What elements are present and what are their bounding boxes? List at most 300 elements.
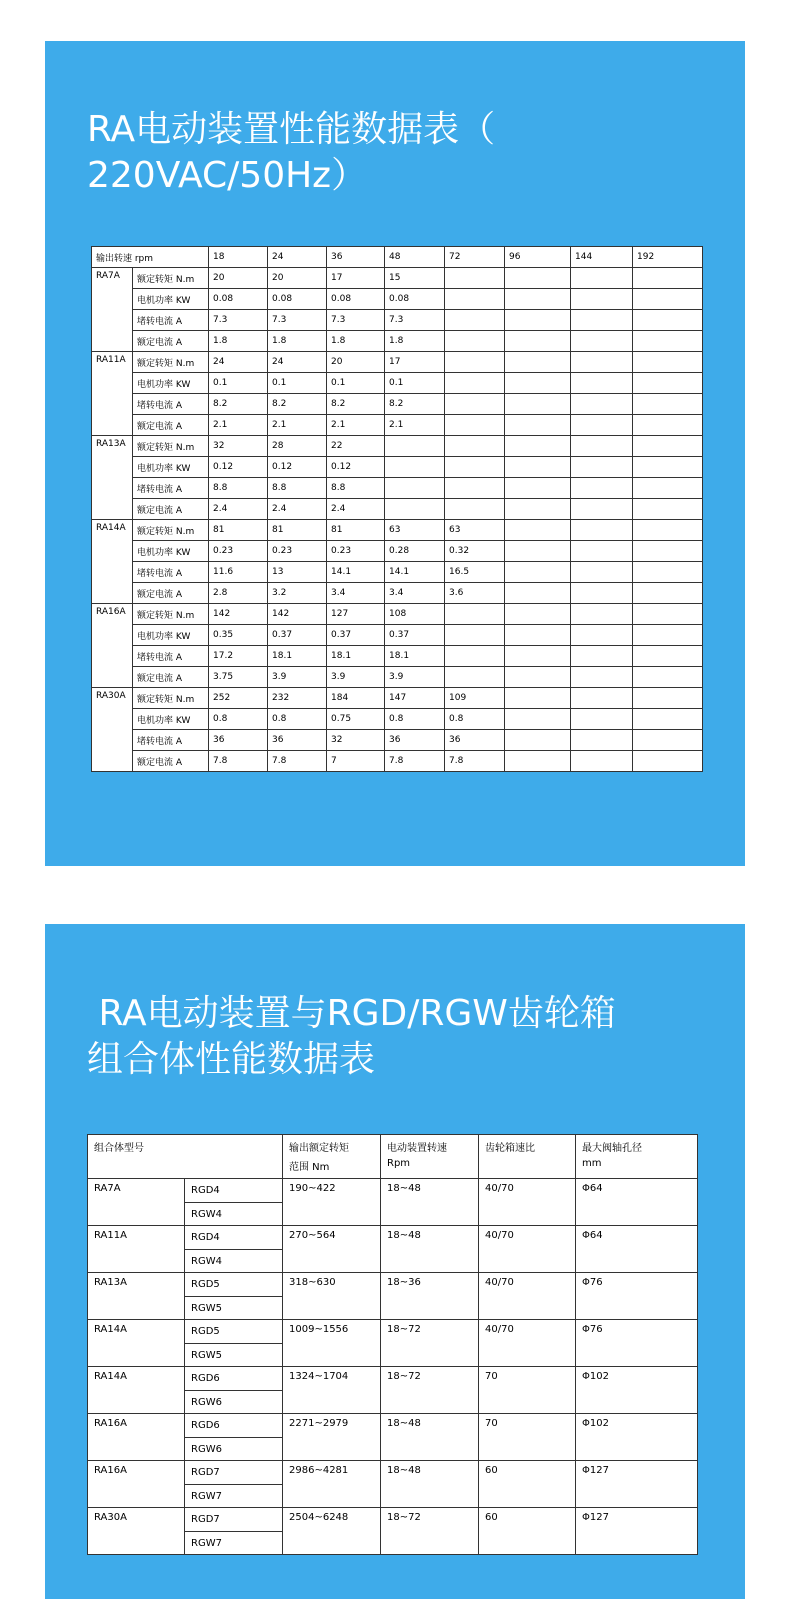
value-cell xyxy=(633,394,703,415)
table-row xyxy=(88,1414,698,1438)
value-cell: 0.75 xyxy=(327,709,385,730)
parameter-label: 电机功率 KW xyxy=(133,457,209,478)
value-cell: 109 xyxy=(445,688,505,709)
ratio-cell: 70 xyxy=(479,1367,576,1414)
value-cell: 0.23 xyxy=(209,541,268,562)
value-cell xyxy=(505,709,571,730)
value-cell: 2.1 xyxy=(268,415,327,436)
table-row xyxy=(92,310,703,331)
torque-cell: 318~630 xyxy=(283,1273,381,1320)
value-cell: 63 xyxy=(445,520,505,541)
ratio-cell: 40/70 xyxy=(479,1179,576,1226)
value-cell xyxy=(445,289,505,310)
value-cell: 32 xyxy=(209,436,268,457)
table-row xyxy=(88,1508,698,1532)
value-cell xyxy=(633,730,703,751)
value-cell xyxy=(571,751,633,772)
parameter-label: 额定电流 A xyxy=(133,415,209,436)
value-cell: 252 xyxy=(209,688,268,709)
value-cell xyxy=(571,562,633,583)
gearbox-cell: RGD5 xyxy=(185,1320,283,1344)
model-cell: RA14A xyxy=(88,1367,185,1414)
value-cell xyxy=(445,499,505,520)
value-cell xyxy=(633,751,703,772)
torque-cell: 1009~1556 xyxy=(283,1320,381,1367)
header-model: 组合体型号 xyxy=(88,1135,283,1179)
value-cell xyxy=(505,289,571,310)
value-cell xyxy=(571,688,633,709)
value-cell: 0.37 xyxy=(385,625,445,646)
value-cell xyxy=(633,352,703,373)
value-cell: 36 xyxy=(445,730,505,751)
table-row xyxy=(92,478,703,499)
ratio-cell: 70 xyxy=(479,1414,576,1461)
value-cell xyxy=(633,289,703,310)
model-cell: RA30A xyxy=(92,688,133,772)
gearbox-cell: RGD6 xyxy=(185,1414,283,1438)
model-cell: RA13A xyxy=(92,436,133,520)
value-cell: 8.2 xyxy=(385,394,445,415)
speed-cell: 18~72 xyxy=(381,1367,479,1414)
value-cell xyxy=(571,415,633,436)
value-cell xyxy=(633,688,703,709)
table-row xyxy=(92,709,703,730)
value-cell xyxy=(445,268,505,289)
value-cell xyxy=(571,478,633,499)
value-cell xyxy=(445,457,505,478)
torque-cell: 190~422 xyxy=(283,1179,381,1226)
model-cell: RA16A xyxy=(92,604,133,688)
value-cell xyxy=(445,310,505,331)
value-cell xyxy=(633,310,703,331)
value-cell xyxy=(571,625,633,646)
table-row xyxy=(92,583,703,604)
value-cell: 2.1 xyxy=(385,415,445,436)
parameter-label: 堵转电流 A xyxy=(133,394,209,415)
parameter-label: 额定转矩 N.m xyxy=(133,352,209,373)
table-row xyxy=(92,730,703,751)
table-row xyxy=(88,1320,698,1344)
value-cell: 0.8 xyxy=(385,709,445,730)
model-cell: RA11A xyxy=(92,352,133,436)
value-cell: 3.75 xyxy=(209,667,268,688)
torque-cell: 1324~1704 xyxy=(283,1367,381,1414)
value-cell xyxy=(445,352,505,373)
parameter-label: 额定电流 A xyxy=(133,499,209,520)
value-cell: 127 xyxy=(327,604,385,625)
parameter-label: 堵转电流 A xyxy=(133,562,209,583)
value-cell: 11.6 xyxy=(209,562,268,583)
speed-cell: 18~48 xyxy=(381,1461,479,1508)
gearbox-cell: RGW5 xyxy=(185,1344,283,1367)
value-cell: 36 xyxy=(209,730,268,751)
value-cell: 0.08 xyxy=(268,289,327,310)
value-cell xyxy=(505,352,571,373)
value-cell: 28 xyxy=(268,436,327,457)
value-cell xyxy=(505,583,571,604)
gearbox-cell: RGD4 xyxy=(185,1226,283,1250)
table-row xyxy=(92,667,703,688)
section2-title-line1: RA电动装置与RGD/RGW齿轮箱 xyxy=(87,993,616,1034)
value-cell: 0.23 xyxy=(268,541,327,562)
value-cell: 2.1 xyxy=(327,415,385,436)
value-cell: 184 xyxy=(327,688,385,709)
value-cell: 0.35 xyxy=(209,625,268,646)
value-cell xyxy=(505,373,571,394)
speed-cell: 18~72 xyxy=(381,1320,479,1367)
value-cell: 13 xyxy=(268,562,327,583)
value-cell: 2.8 xyxy=(209,583,268,604)
table-row xyxy=(92,625,703,646)
value-cell xyxy=(505,625,571,646)
header-torque xyxy=(283,1135,381,1179)
value-cell: 232 xyxy=(268,688,327,709)
section1-title-line2: 220VAC/50Hz） xyxy=(87,155,368,196)
header-cell: 72 xyxy=(445,247,505,268)
value-cell xyxy=(445,667,505,688)
value-cell xyxy=(571,667,633,688)
value-cell xyxy=(505,751,571,772)
value-cell: 8.8 xyxy=(327,478,385,499)
bore-cell: Φ64 xyxy=(576,1179,698,1226)
value-cell: 0.8 xyxy=(209,709,268,730)
value-cell xyxy=(633,436,703,457)
value-cell: 0.08 xyxy=(209,289,268,310)
value-cell: 36 xyxy=(268,730,327,751)
table-row xyxy=(92,268,703,289)
header-cell: 192 xyxy=(633,247,703,268)
model-cell: RA14A xyxy=(92,520,133,604)
value-cell: 20 xyxy=(209,268,268,289)
table-row xyxy=(92,499,703,520)
bore-cell: Φ102 xyxy=(576,1367,698,1414)
value-cell xyxy=(571,457,633,478)
header-speed-line2: Rpm xyxy=(387,1158,411,1169)
parameter-label: 堵转电流 A xyxy=(133,478,209,499)
ratio-cell: 60 xyxy=(479,1508,576,1555)
table-row xyxy=(92,541,703,562)
header-cell: 96 xyxy=(505,247,571,268)
value-cell: 20 xyxy=(268,268,327,289)
value-cell: 2.4 xyxy=(327,499,385,520)
value-cell xyxy=(505,667,571,688)
value-cell xyxy=(445,604,505,625)
header-bore-line1: 最大阀轴孔径 xyxy=(582,1143,642,1154)
value-cell xyxy=(633,478,703,499)
gearbox-cell: RGW7 xyxy=(185,1485,283,1508)
table-row xyxy=(92,604,703,625)
gearbox-cell: RGW6 xyxy=(185,1438,283,1461)
value-cell xyxy=(633,373,703,394)
model-cell: RA7A xyxy=(88,1179,185,1226)
value-cell xyxy=(633,562,703,583)
value-cell: 1.8 xyxy=(385,331,445,352)
bore-cell: Φ127 xyxy=(576,1508,698,1555)
value-cell: 0.1 xyxy=(327,373,385,394)
value-cell: 7.8 xyxy=(268,751,327,772)
table-row xyxy=(92,331,703,352)
combination-panel xyxy=(45,924,745,1599)
table-header-row xyxy=(88,1135,698,1179)
speed-cell: 18~48 xyxy=(381,1226,479,1273)
value-cell: 1.8 xyxy=(327,331,385,352)
value-cell: 0.08 xyxy=(385,289,445,310)
gearbox-cell: RGW7 xyxy=(185,1532,283,1555)
value-cell: 14.1 xyxy=(385,562,445,583)
value-cell: 8.2 xyxy=(327,394,385,415)
parameter-label: 额定电流 A xyxy=(133,331,209,352)
model-cell: RA16A xyxy=(88,1461,185,1508)
torque-cell: 2271~2979 xyxy=(283,1414,381,1461)
model-cell: RA30A xyxy=(88,1508,185,1555)
header-bore xyxy=(576,1135,698,1179)
value-cell: 0.1 xyxy=(268,373,327,394)
value-cell: 17 xyxy=(327,268,385,289)
model-cell: RA13A xyxy=(88,1273,185,1320)
value-cell xyxy=(571,604,633,625)
value-cell xyxy=(385,499,445,520)
value-cell xyxy=(505,268,571,289)
value-cell xyxy=(571,520,633,541)
value-cell: 17.2 xyxy=(209,646,268,667)
value-cell xyxy=(571,541,633,562)
value-cell xyxy=(385,478,445,499)
value-cell: 0.8 xyxy=(445,709,505,730)
parameter-label: 电机功率 KW xyxy=(133,373,209,394)
value-cell: 7.8 xyxy=(445,751,505,772)
value-cell xyxy=(633,604,703,625)
parameter-label: 堵转电流 A xyxy=(133,646,209,667)
value-cell: 0.37 xyxy=(268,625,327,646)
value-cell: 0.32 xyxy=(445,541,505,562)
value-cell: 15 xyxy=(385,268,445,289)
value-cell: 7 xyxy=(327,751,385,772)
value-cell xyxy=(445,415,505,436)
header-cell: 24 xyxy=(268,247,327,268)
torque-cell: 270~564 xyxy=(283,1226,381,1273)
value-cell xyxy=(571,331,633,352)
value-cell xyxy=(571,499,633,520)
value-cell: 8.2 xyxy=(209,394,268,415)
value-cell: 3.4 xyxy=(327,583,385,604)
value-cell xyxy=(633,268,703,289)
parameter-label: 额定转矩 N.m xyxy=(133,604,209,625)
model-cell: RA7A xyxy=(92,268,133,352)
value-cell xyxy=(445,478,505,499)
value-cell: 32 xyxy=(327,730,385,751)
value-cell xyxy=(633,520,703,541)
value-cell: 7.3 xyxy=(385,310,445,331)
value-cell xyxy=(571,352,633,373)
value-cell: 8.2 xyxy=(268,394,327,415)
value-cell: 0.1 xyxy=(385,373,445,394)
gearbox-cell: RGW5 xyxy=(185,1297,283,1320)
value-cell: 81 xyxy=(209,520,268,541)
performance-table xyxy=(91,246,703,772)
gearbox-cell: RGD5 xyxy=(185,1273,283,1297)
value-cell xyxy=(571,583,633,604)
value-cell: 0.12 xyxy=(327,457,385,478)
table-row xyxy=(92,394,703,415)
value-cell xyxy=(445,394,505,415)
table-row xyxy=(92,457,703,478)
table-row xyxy=(92,646,703,667)
value-cell: 81 xyxy=(327,520,385,541)
value-cell xyxy=(445,373,505,394)
value-cell xyxy=(571,646,633,667)
bore-cell: Φ76 xyxy=(576,1273,698,1320)
table-row xyxy=(92,751,703,772)
combination-table xyxy=(87,1134,698,1555)
value-cell xyxy=(505,478,571,499)
gearbox-cell: RGD7 xyxy=(185,1508,283,1532)
value-cell: 0.12 xyxy=(268,457,327,478)
table-row xyxy=(92,520,703,541)
table-row xyxy=(92,562,703,583)
value-cell xyxy=(571,268,633,289)
value-cell: 17 xyxy=(385,352,445,373)
header-speed xyxy=(381,1135,479,1179)
gearbox-cell: RGW4 xyxy=(185,1203,283,1226)
parameter-label: 额定转矩 N.m xyxy=(133,436,209,457)
value-cell: 24 xyxy=(209,352,268,373)
value-cell: 3.2 xyxy=(268,583,327,604)
table-row xyxy=(88,1226,698,1250)
value-cell: 0.28 xyxy=(385,541,445,562)
value-cell: 1.8 xyxy=(209,331,268,352)
value-cell xyxy=(445,436,505,457)
value-cell: 18.1 xyxy=(268,646,327,667)
parameter-label: 额定电流 A xyxy=(133,583,209,604)
value-cell xyxy=(571,709,633,730)
value-cell: 0.37 xyxy=(327,625,385,646)
value-cell: 8.8 xyxy=(268,478,327,499)
gearbox-cell: RGW6 xyxy=(185,1391,283,1414)
value-cell xyxy=(571,730,633,751)
header-speed-line1: 电动装置转速 xyxy=(387,1143,447,1154)
value-cell: 16.5 xyxy=(445,562,505,583)
model-cell: RA11A xyxy=(88,1226,185,1273)
value-cell: 0.12 xyxy=(209,457,268,478)
table-row xyxy=(92,436,703,457)
value-cell xyxy=(505,604,571,625)
value-cell xyxy=(633,625,703,646)
header-cell: 18 xyxy=(209,247,268,268)
performance-panel xyxy=(45,41,745,866)
header-cell: 144 xyxy=(571,247,633,268)
value-cell: 63 xyxy=(385,520,445,541)
value-cell xyxy=(633,415,703,436)
value-cell: 2.4 xyxy=(209,499,268,520)
value-cell xyxy=(505,331,571,352)
bore-cell: Φ127 xyxy=(576,1461,698,1508)
value-cell: 3.9 xyxy=(327,667,385,688)
value-cell xyxy=(505,541,571,562)
parameter-label: 额定转矩 N.m xyxy=(133,268,209,289)
header-ratio: 齿轮箱速比 xyxy=(479,1135,576,1179)
value-cell xyxy=(385,436,445,457)
table-row xyxy=(88,1461,698,1485)
bore-cell: Φ64 xyxy=(576,1226,698,1273)
value-cell: 20 xyxy=(327,352,385,373)
value-cell xyxy=(633,583,703,604)
value-cell: 81 xyxy=(268,520,327,541)
parameter-label: 额定电流 A xyxy=(133,667,209,688)
value-cell xyxy=(505,646,571,667)
model-cell: RA14A xyxy=(88,1320,185,1367)
speed-cell: 18~72 xyxy=(381,1508,479,1555)
table-row xyxy=(92,415,703,436)
value-cell: 0.8 xyxy=(268,709,327,730)
torque-cell: 2986~4281 xyxy=(283,1461,381,1508)
parameter-label: 额定转矩 N.m xyxy=(133,688,209,709)
value-cell: 7.3 xyxy=(268,310,327,331)
value-cell: 18.1 xyxy=(385,646,445,667)
table-row xyxy=(88,1367,698,1391)
parameter-label: 堵转电流 A xyxy=(133,310,209,331)
section1-title xyxy=(87,107,495,199)
table-row xyxy=(92,352,703,373)
value-cell: 3.9 xyxy=(385,667,445,688)
table-row xyxy=(88,1273,698,1297)
parameter-label: 电机功率 KW xyxy=(133,625,209,646)
ratio-cell: 60 xyxy=(479,1461,576,1508)
value-cell xyxy=(571,310,633,331)
speed-cell: 18~36 xyxy=(381,1273,479,1320)
value-cell: 3.4 xyxy=(385,583,445,604)
value-cell: 7.8 xyxy=(209,751,268,772)
value-cell: 0.23 xyxy=(327,541,385,562)
header-torque-line2: 范围 Nm xyxy=(289,1162,330,1173)
value-cell xyxy=(505,310,571,331)
header-cell: 48 xyxy=(385,247,445,268)
gearbox-cell: RGD6 xyxy=(185,1367,283,1391)
table-header-row xyxy=(92,247,703,268)
value-cell: 14.1 xyxy=(327,562,385,583)
value-cell xyxy=(633,709,703,730)
value-cell xyxy=(633,646,703,667)
value-cell xyxy=(571,436,633,457)
speed-cell: 18~48 xyxy=(381,1179,479,1226)
value-cell: 3.9 xyxy=(268,667,327,688)
value-cell: 147 xyxy=(385,688,445,709)
value-cell xyxy=(505,688,571,709)
value-cell xyxy=(505,457,571,478)
value-cell xyxy=(571,373,633,394)
section2-title-line2: 组合体性能数据表 xyxy=(87,1039,376,1080)
value-cell xyxy=(385,457,445,478)
value-cell xyxy=(571,394,633,415)
table-row xyxy=(92,373,703,394)
gearbox-cell: RGD7 xyxy=(185,1461,283,1485)
value-cell xyxy=(505,562,571,583)
value-cell: 7.3 xyxy=(327,310,385,331)
value-cell: 142 xyxy=(268,604,327,625)
header-cell: 36 xyxy=(327,247,385,268)
value-cell xyxy=(505,394,571,415)
value-cell xyxy=(633,457,703,478)
ratio-cell: 40/70 xyxy=(479,1273,576,1320)
value-cell: 108 xyxy=(385,604,445,625)
value-cell: 7.8 xyxy=(385,751,445,772)
section1-title-line1: RA电动装置性能数据表（ xyxy=(87,109,496,150)
value-cell: 7.3 xyxy=(209,310,268,331)
parameter-label: 电机功率 KW xyxy=(133,541,209,562)
parameter-label: 电机功率 KW xyxy=(133,709,209,730)
speed-cell: 18~48 xyxy=(381,1414,479,1461)
value-cell: 8.8 xyxy=(209,478,268,499)
header-torque-line1: 输出额定转矩 xyxy=(289,1143,349,1154)
